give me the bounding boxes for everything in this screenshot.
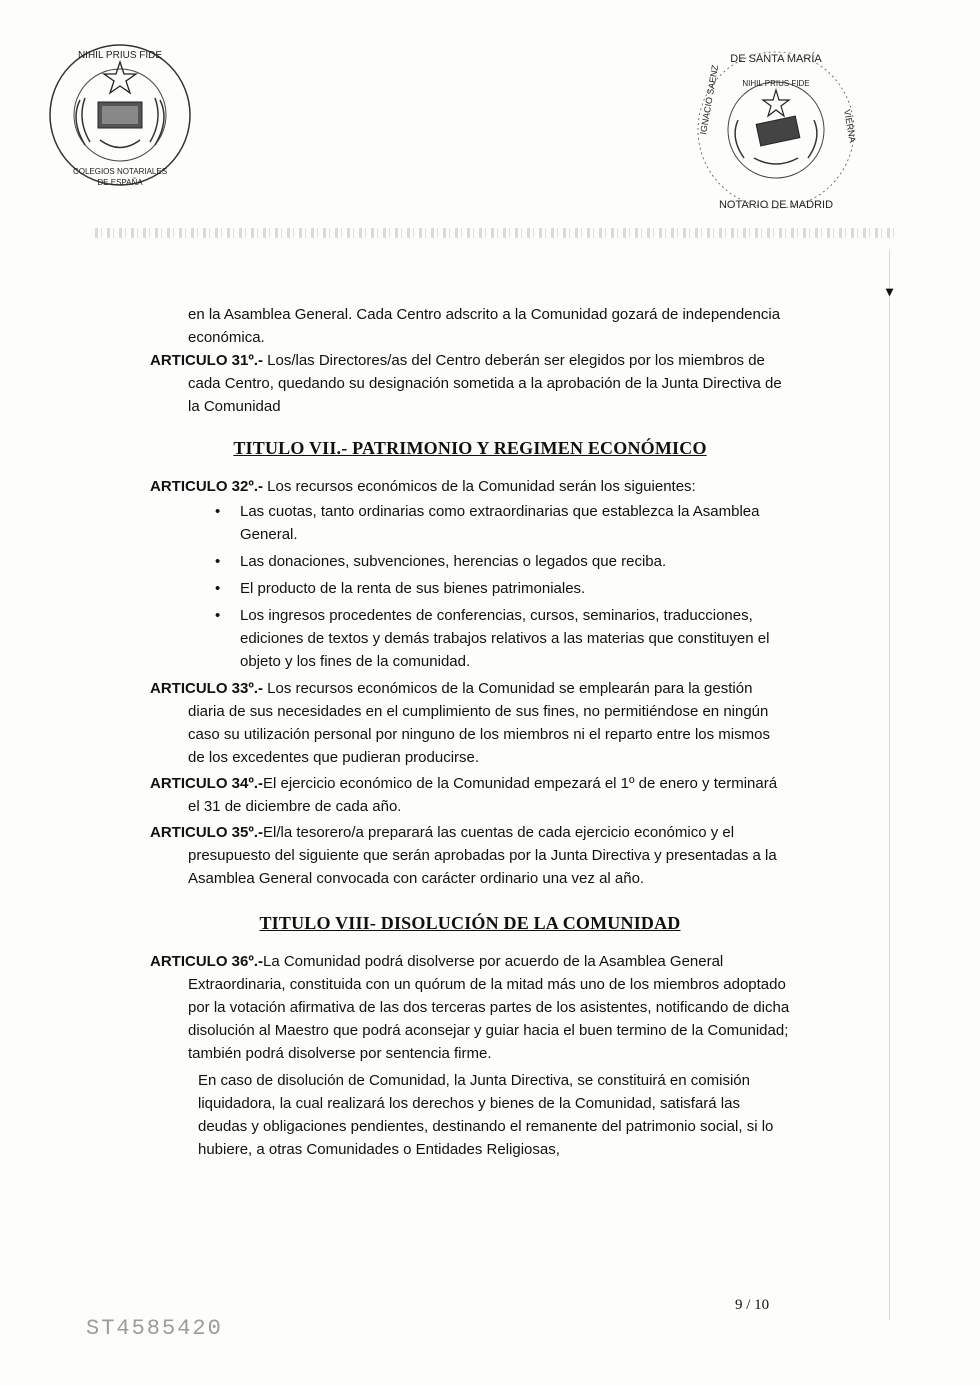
svg-text:NOTARIO DE MADRID: NOTARIO DE MADRID <box>718 199 834 211</box>
article-33-label: ARTICULO 33º.- <box>150 680 263 697</box>
article-32-list <box>150 500 790 673</box>
svg-text:VIERNA: VIERNA <box>842 108 858 144</box>
margin-mark: ▾ <box>886 283 894 299</box>
svg-text:IGNACIO SAENZ: IGNACIO SAENZ <box>698 64 721 136</box>
titulo-vii-heading: TITULO VII.- PATRIMONIO Y REGIMEN ECONÓMICO <box>233 438 707 458</box>
article-33-text: Los recursos económicos de la Comunidad se emplearán para la gestión diaria de sus necesidades en el cumplimiento de sus fines, no permitiéndose en ningún caso su utilización personal por ninguno de los miembros ni el reparto entre los mismos de los excedentes que pudieran producirse. <box>188 680 770 766</box>
article-35 <box>150 821 790 890</box>
svg-text:DE SANTA MARÍA: DE SANTA MARÍA <box>730 53 822 65</box>
article-33 <box>150 677 790 769</box>
svg-text:COLEGIOS NOTARIALES: COLEGIOS NOTARIALES <box>72 167 168 176</box>
list-item: • Las cuotas, tanto ordinarias como extraordinarias que establezca la Asamblea General. <box>240 500 790 546</box>
article-35-text: El/la tesorero/a preparará las cuentas de cada ejercicio económico y el presupuesto del siguiente que serán aprobadas por la Junta Directiva y presentadas a la Asamblea General convocada con carácter ordinario una vez al año. <box>188 824 777 887</box>
article-31 <box>150 349 790 418</box>
serial-number: ST4585420 <box>86 1316 223 1341</box>
svg-text:DE ESPAÑA: DE ESPAÑA <box>97 178 143 187</box>
seal-left-icon <box>40 40 200 190</box>
article-31-label: ARTICULO 31º.- <box>150 352 263 369</box>
seal-notario-madrid <box>696 40 856 215</box>
margin-line <box>889 250 890 1320</box>
article-34-label: ARTICULO 34º.- <box>150 775 263 792</box>
article-34 <box>150 772 790 818</box>
stamp-band <box>95 228 895 238</box>
svg-text:NIHIL PRIUS FIDE: NIHIL PRIUS FIDE <box>742 79 810 88</box>
article-36-label: ARTICULO 36º.- <box>150 953 263 970</box>
list-item: • Las donaciones, subvenciones, herencias o legados que reciba. <box>240 550 790 573</box>
svg-text:NIHIL PRIUS FIDE: NIHIL PRIUS FIDE <box>77 50 163 61</box>
page-number: 9 / 10 <box>735 1297 770 1313</box>
article-35-label: ARTICULO 35º.- <box>150 824 263 841</box>
article-36-second-paragraph: En caso de disolución de Comunidad, la Junta Directiva, se constituirá en comisión liquidadora, la cual realizará los derechos y bienes de la Comunidad, satisfará las deudas y obligaciones pendientes, destinando el remanente del patrimonio social, si lo hubiere, a otras Comunidades o Entidades Religiosas, <box>198 1072 774 1158</box>
intro-continuation: en la Asamblea General. Cada Centro adscrito a la Comunidad gozará de independencia económica. <box>188 306 781 346</box>
list-item: • El producto de la renta de sus bienes patrimoniales. <box>240 577 790 600</box>
article-36-text: La Comunidad podrá disolverse por acuerdo de la Asamblea General Extraordinaria, constituida con un quórum de la mitad más uno de los miembros adoptado por la votación afirmativa de las dos terceras partes de los asistentes, notificando de dicha disolución al Maestro que podrá aconsejar y guiar hacia el buen termino de la Comunidad; también podrá disolverse por sentencia firme. <box>188 953 790 1062</box>
article-34-text: El ejercicio económico de la Comunidad empezará el 1º de enero y terminará el 31 de diciembre de cada año. <box>188 775 778 815</box>
seal-colegios-notariales <box>40 40 200 190</box>
article-31-text: Los/las Directores/as del Centro deberán ser elegidos por los miembros de cada Centro, quedando su designación sometida a la aprobación de la Junta Directiva de la Comunidad <box>188 352 782 415</box>
article-32 <box>150 475 790 498</box>
titulo-viii-heading: TITULO VIII- DISOLUCIÓN DE LA COMUNIDAD <box>259 913 681 933</box>
seal-right-icon <box>696 40 856 215</box>
article-32-label: ARTICULO 32º.- <box>150 478 263 495</box>
document-body <box>150 303 790 1161</box>
list-item: • Los ingresos procedentes de conferencias, cursos, seminarios, traducciones, ediciones de textos y demás trabajos relativos a las materias que constituyen el objeto y los fines de la comunidad. <box>240 604 790 673</box>
article-36 <box>150 950 790 1065</box>
article-32-text: Los recursos económicos de la Comunidad serán los siguientes: <box>262 478 696 495</box>
